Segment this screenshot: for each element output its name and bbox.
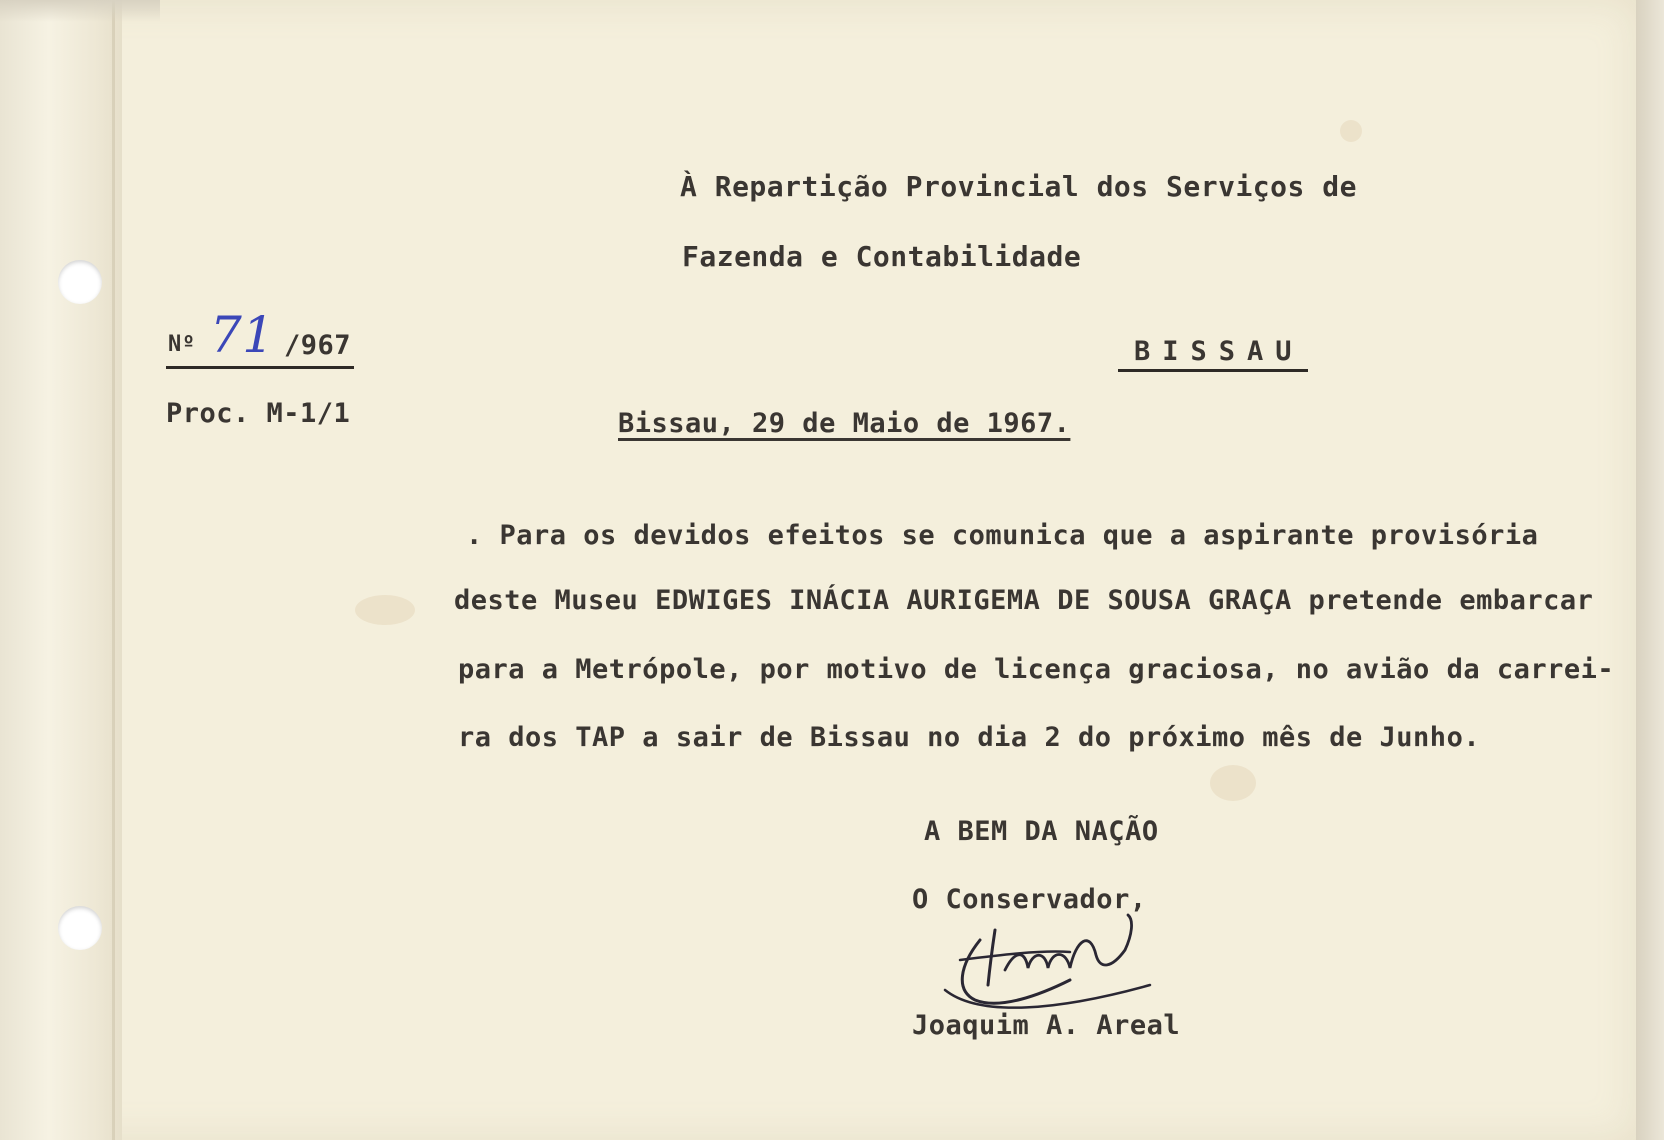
- city-header: BISSAU: [1118, 336, 1308, 372]
- signatory-title: O Conservador,: [912, 884, 1147, 915]
- signatory-name: Joaquim A. Areal: [912, 1010, 1181, 1041]
- punch-hole-bottom: [58, 906, 102, 950]
- handwritten-signature: [920, 910, 1180, 1020]
- number-prefix: Nº: [168, 332, 196, 357]
- stain-spot: [1210, 765, 1256, 801]
- binding-strip: [0, 0, 122, 1140]
- body-line-4: ra dos TAP a sair de Bissau no dia 2 do próximo mês de Junho.: [458, 722, 1481, 753]
- closing-salutation: A BEM DA NAÇÃO: [924, 816, 1159, 847]
- torn-top-edge: [0, 0, 160, 22]
- stain-spot: [1340, 120, 1362, 142]
- body-line-2: deste Museu EDWIGES INÁCIA AURIGEMA DE SOUSA GRAÇA pretende embarcar: [454, 585, 1594, 616]
- date-line: Bissau, 29 de Maio de 1967.: [618, 408, 1071, 439]
- paper-right-edge: [1636, 0, 1664, 1140]
- addressee-line-2: Fazenda e Contabilidade: [682, 240, 1082, 273]
- handwritten-number: 71: [210, 306, 275, 364]
- stain-spot: [355, 595, 415, 625]
- binding-crease: [112, 0, 115, 1140]
- reference-number: [166, 306, 354, 369]
- addressee-line-1: À Repartição Provincial dos Serviços de: [680, 170, 1357, 203]
- body-line-1: . Para os devidos efeitos se comunica que a aspirante provisória: [466, 520, 1539, 551]
- number-year: /967: [284, 330, 352, 361]
- body-line-3: para a Metrópole, por motivo de licença graciosa, no avião da carrei-: [458, 654, 1615, 685]
- punch-hole-top: [58, 260, 102, 304]
- process-reference: Proc. M-1/1: [166, 398, 351, 429]
